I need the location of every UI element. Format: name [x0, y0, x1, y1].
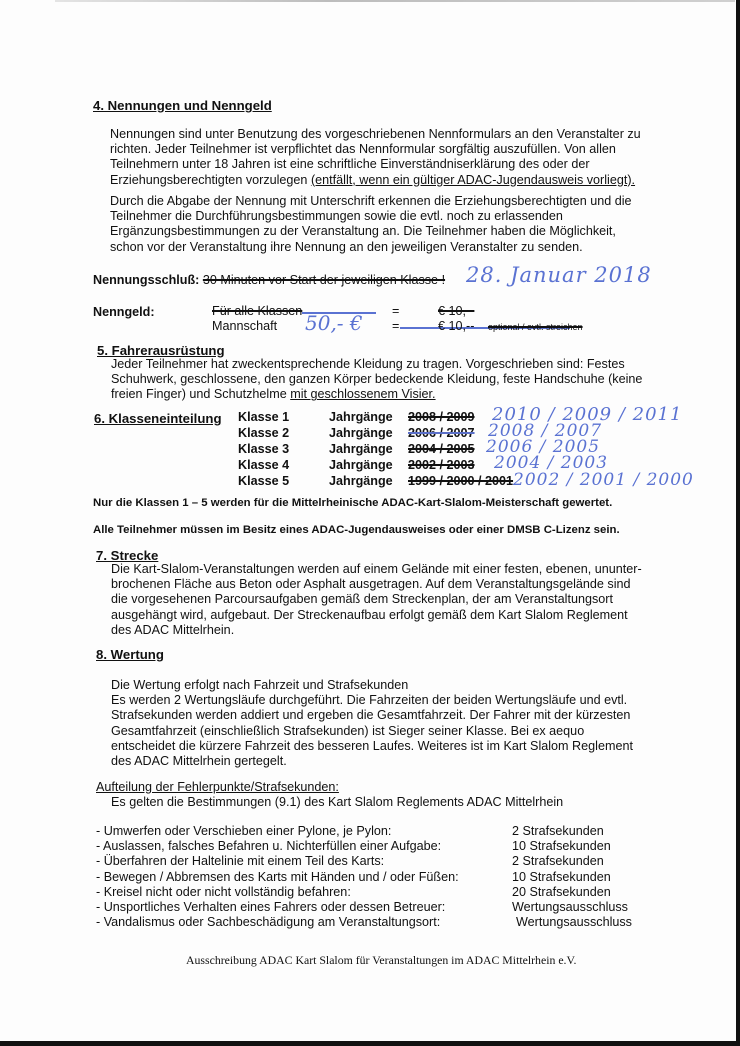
license-requirement-note: Alle Teilnehmer müssen im Besitz eines ADAC-Jugendausweises oder einer DMSB C-Lizenz sein. — [93, 524, 620, 536]
class-5-handwritten-years: 2002 / 2001 / 2000 — [513, 470, 694, 490]
penalty-value: 20 Strafsekunden — [512, 884, 611, 899]
page-bottom-edge — [0, 1041, 740, 1046]
page-right-edge — [736, 0, 740, 1046]
class-4-year-label: Jahrgänge — [329, 458, 393, 472]
penalty-heading: Aufteilung der Fehlerpunkte/Strafsekunden: — [96, 780, 339, 794]
class-5-printed-years: 1999 / 2000 / 2001 — [408, 474, 514, 488]
text-line: Teilnehmern unter 18 Jahren ist eine schriftliche Einverständniserklärung des oder der — [110, 157, 590, 172]
penalty-offense: - Überfahren der Haltelinie mit einem Teil des Karts: — [96, 854, 385, 869]
text-line: Nennungen sind unter Benutzung des vorgeschriebenen Nennformulars an den Veranstalter zu — [110, 127, 641, 141]
fee-row-all-classes-eq: = — [392, 304, 400, 318]
penalty-row — [96, 854, 656, 869]
text-line: Die Kart-Slalom-Veranstaltungen werden auf einem Gelände mit einer festen, ebenen, ununter- — [111, 562, 642, 576]
page-footer: Ausschreibung ADAC Kart Slalom für Veranstaltungen im ADAC Mittelrhein e.V. — [186, 953, 577, 967]
class-1-handwritten-years: 2010 / 2009 / 2011 — [492, 404, 683, 425]
section-6-heading: 6. Klasseneinteilung — [94, 411, 222, 426]
fee-row-team-amount: € 10,-- — [438, 319, 475, 333]
class-5-year-label: Jahrgänge — [329, 474, 393, 488]
deadline-struck-text: 30 Minuten vor Start der jeweiligen Klasse ! — [202, 273, 446, 287]
penalty-row — [96, 839, 656, 854]
penalty-row — [96, 870, 656, 885]
text-line: Gesamtfahrzeit (einschließlich Strafsekunden) ist Sieger seiner Klasse. Bei ex aequo — [111, 723, 585, 738]
deadline-handwritten: 28. Januar 2018 — [466, 263, 652, 287]
text-line: Durch die Abgabe der Nennung mit Unterschrift erkennen die Erziehungsberechtigten und die — [110, 194, 632, 208]
section-8-paragraph — [111, 678, 633, 769]
jugendausweis-note: (entfällt, wenn ein gültiger ADAC-Jugendausweis vorliegt). — [310, 172, 636, 187]
class-1-printed-years: 2008 / 2009 — [408, 410, 475, 424]
text-line — [111, 387, 642, 402]
section-7-paragraph — [111, 562, 642, 638]
deadline-label: Nennungsschluß: — [93, 273, 200, 287]
class-2-printed-years: 2006 / 2007 — [408, 426, 475, 440]
text-line: Strafsekunden werden addiert und ergeben die Gesamtfahrzeit. Der Fahrer mit der kürzesten — [111, 708, 631, 723]
text-line: Ergänzungsbestimmungen zu der Veranstaltung an. Die Teilnehmer haben die Möglichkeit, — [110, 224, 616, 239]
penalty-row — [96, 824, 656, 839]
text-segment: freien Finger) und Schutzhelme — [111, 387, 291, 402]
class-2-handwritten-years: 2008 / 2007 — [488, 421, 603, 441]
text-line: Jeder Teilnehmer hat zweckentsprechende Kleidung zu tragen. Vorgeschrieben sind: Festes — [111, 357, 625, 371]
text-segment: Erziehungsberechtigten vorzulegen — [110, 172, 311, 187]
penalty-intro: Es gelten die Bestimmungen (9.1) des Kart Slalom Reglements ADAC Mittelrhein — [111, 795, 564, 809]
text-line: brochenen Fläche aus Beton oder Asphalt ausgetragen. Auf dem Veranstaltungsgelände sind — [111, 577, 631, 592]
class-5-name: Klasse 5 — [238, 474, 290, 488]
fee-row-team-category: Mannschaft — [212, 319, 278, 333]
penalty-value: Wertungsausschluss — [512, 899, 628, 914]
text-line: Die Wertung erfolgt nach Fahrzeit und Strafsekunden — [111, 678, 409, 692]
page-top-edge — [55, 0, 735, 2]
class-4-name: Klasse 4 — [238, 458, 290, 472]
penalty-offense: - Umwerfen oder Verschieben einer Pylone, je Pylon: — [96, 824, 392, 838]
section-5-paragraph — [111, 357, 642, 403]
class-3-name: Klasse 3 — [238, 442, 290, 456]
penalty-offense: - Unsportliches Verhalten eines Fahrers oder dessen Betreuer: — [96, 899, 446, 914]
section-5-heading: 5. Fahrerausrüstung — [97, 343, 225, 358]
class-1-year-label: Jahrgänge — [329, 410, 393, 424]
fee-row-all-classes-category: Für alle Klassen — [212, 304, 303, 318]
class-1-name: Klasse 1 — [238, 410, 290, 424]
text-line: die vorgesehenen Parcoursaufgaben gemäß dem Streckenplan, der am Veranstaltungsort — [111, 592, 613, 607]
penalty-row — [96, 915, 656, 930]
class-3-handwritten-years: 2006 / 2005 — [486, 437, 601, 457]
penalty-value: Wertungsausschluss — [516, 915, 632, 930]
class-2-name: Klasse 2 — [238, 426, 290, 440]
section-7-heading: 7. Strecke — [96, 548, 159, 563]
class-4-printed-years: 2002 / 2003 — [408, 458, 475, 472]
penalty-value: 2 Strafsekunden — [512, 824, 604, 838]
fee-row-all-classes-amount: € 10,-- — [438, 304, 475, 318]
penalty-row — [96, 885, 656, 900]
fee-label: Nenngeld: — [93, 305, 155, 319]
text-line: ausgehängt wird, aufgebaut. Der Streckenaufbau erfolgt gemäß dem Kart Slalom Reglement — [111, 607, 628, 622]
fee-row-team-note: optional / evtl. streichen — [488, 322, 583, 332]
section-4-heading: 4. Nennungen und Nenngeld — [93, 98, 272, 113]
text-line: des ADAC Mittelrhein gertegelt. — [111, 754, 287, 769]
fee-row-team-handwritten: 50,- € — [305, 311, 363, 335]
text-line: des ADAC Mittelrhein. — [111, 622, 235, 637]
penalty-offense: - Vandalismus oder Sachbeschädigung am Veranstaltungsort: — [96, 915, 441, 930]
penalty-offense: - Bewegen / Abbremsen des Karts mit Händen und / oder Füßen: — [96, 869, 459, 884]
text-line: Schuhwerk, geschlossene, den ganzen Körper bedeckende Kleidung, feste Handschuhe (keine — [111, 372, 643, 387]
text-line: richten. Jeder Teilnehmer ist verpflichtet das Nennformular sorgfältig auszufüllen. Von allen — [110, 142, 616, 157]
class-2-year-label: Jahrgänge — [329, 426, 393, 440]
section-4-paragraph-1 — [110, 127, 641, 188]
deadline-row — [93, 273, 445, 288]
class-4-handwritten-years: 2004 / 2003 — [494, 453, 609, 473]
penalty-row — [96, 900, 656, 915]
section-4-paragraph-2 — [110, 194, 632, 255]
penalty-value: 2 Strafsekunden — [512, 854, 604, 869]
penalty-value: 10 Strafsekunden — [512, 839, 611, 854]
class-3-printed-years: 2004 / 2005 — [408, 442, 475, 456]
visor-note: mit geschlossenem Visier. — [290, 387, 436, 402]
penalty-table — [96, 824, 656, 930]
penalty-value: 10 Strafsekunden — [512, 869, 611, 884]
section-8-heading: 8. Wertung — [96, 647, 164, 662]
class-scoring-note: Nur die Klassen 1 – 5 werden für die Mittelrheinische ADAC-Kart-Slalom-Meisterschaft gewertet. — [93, 497, 613, 509]
penalty-offense: - Kreisel nicht oder nicht vollständig befahren: — [96, 884, 351, 899]
class-3-year-label: Jahrgänge — [329, 442, 393, 456]
text-line: entscheidet die kürzere Fahrzeit des besseren Laufes. Weiteres ist im Kart Slalom Reglement — [111, 738, 633, 753]
text-line: Teilnehmer die Durchführungsbestimmungen sowie die evtl. noch zu erlassenden — [110, 209, 563, 224]
text-line — [110, 173, 641, 188]
text-line: schon vor der Veranstaltung ihre Nennung an den jeweiligen Veranstalter zu senden. — [110, 239, 583, 254]
fee-row-team-eq: = — [392, 319, 400, 333]
penalty-offense: - Auslassen, falsches Befahren u. Nichterfüllen einer Aufgabe: — [96, 839, 442, 854]
text-line: Es werden 2 Wertungsläufe durchgeführt. Die Fahrzeiten der beiden Wertungsläufe und evtl. — [111, 693, 628, 708]
